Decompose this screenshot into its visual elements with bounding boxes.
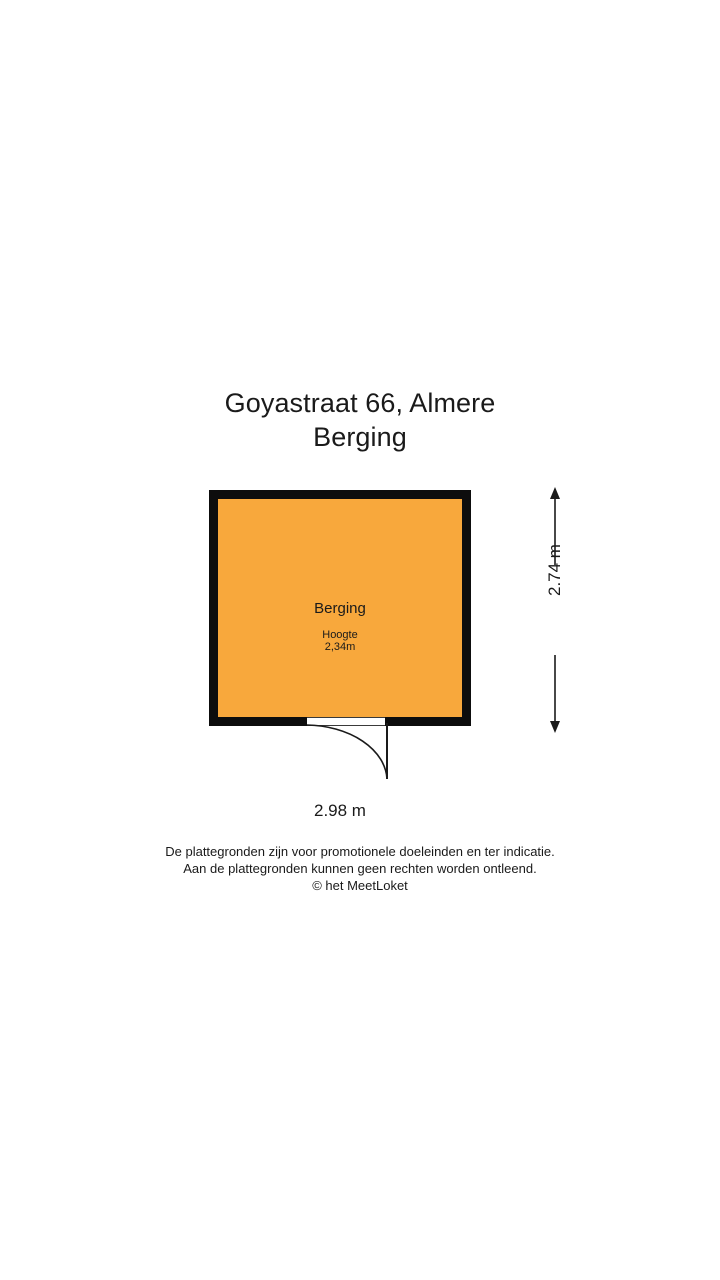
plan-title-floor: Berging — [313, 422, 407, 452]
footer-disclaimer — [0, 843, 720, 894]
room-berging-label: Berging — [314, 600, 366, 617]
dimension-horizontal-label: 2.98 m — [200, 801, 480, 821]
dimension-vertical-arrow — [520, 485, 590, 735]
door-swing-arc-icon — [303, 723, 393, 783]
footer-line-2: Aan de plattegronden kunnen geen rechten worden ontleend. — [183, 861, 537, 876]
room-berging-height-label: Hoogte — [322, 629, 358, 641]
plan-title-address: Goyastraat 66, Almere — [224, 388, 496, 418]
room-berging-height-value: 2,34m — [324, 641, 356, 653]
dimension-vertical-label: 2.74 m — [545, 544, 564, 596]
footer-copyright: © het MeetLoket — [312, 878, 408, 893]
footer-line-1: De plattegronden zijn voor promotionele doeleinden en ter indicatie. — [165, 844, 555, 859]
